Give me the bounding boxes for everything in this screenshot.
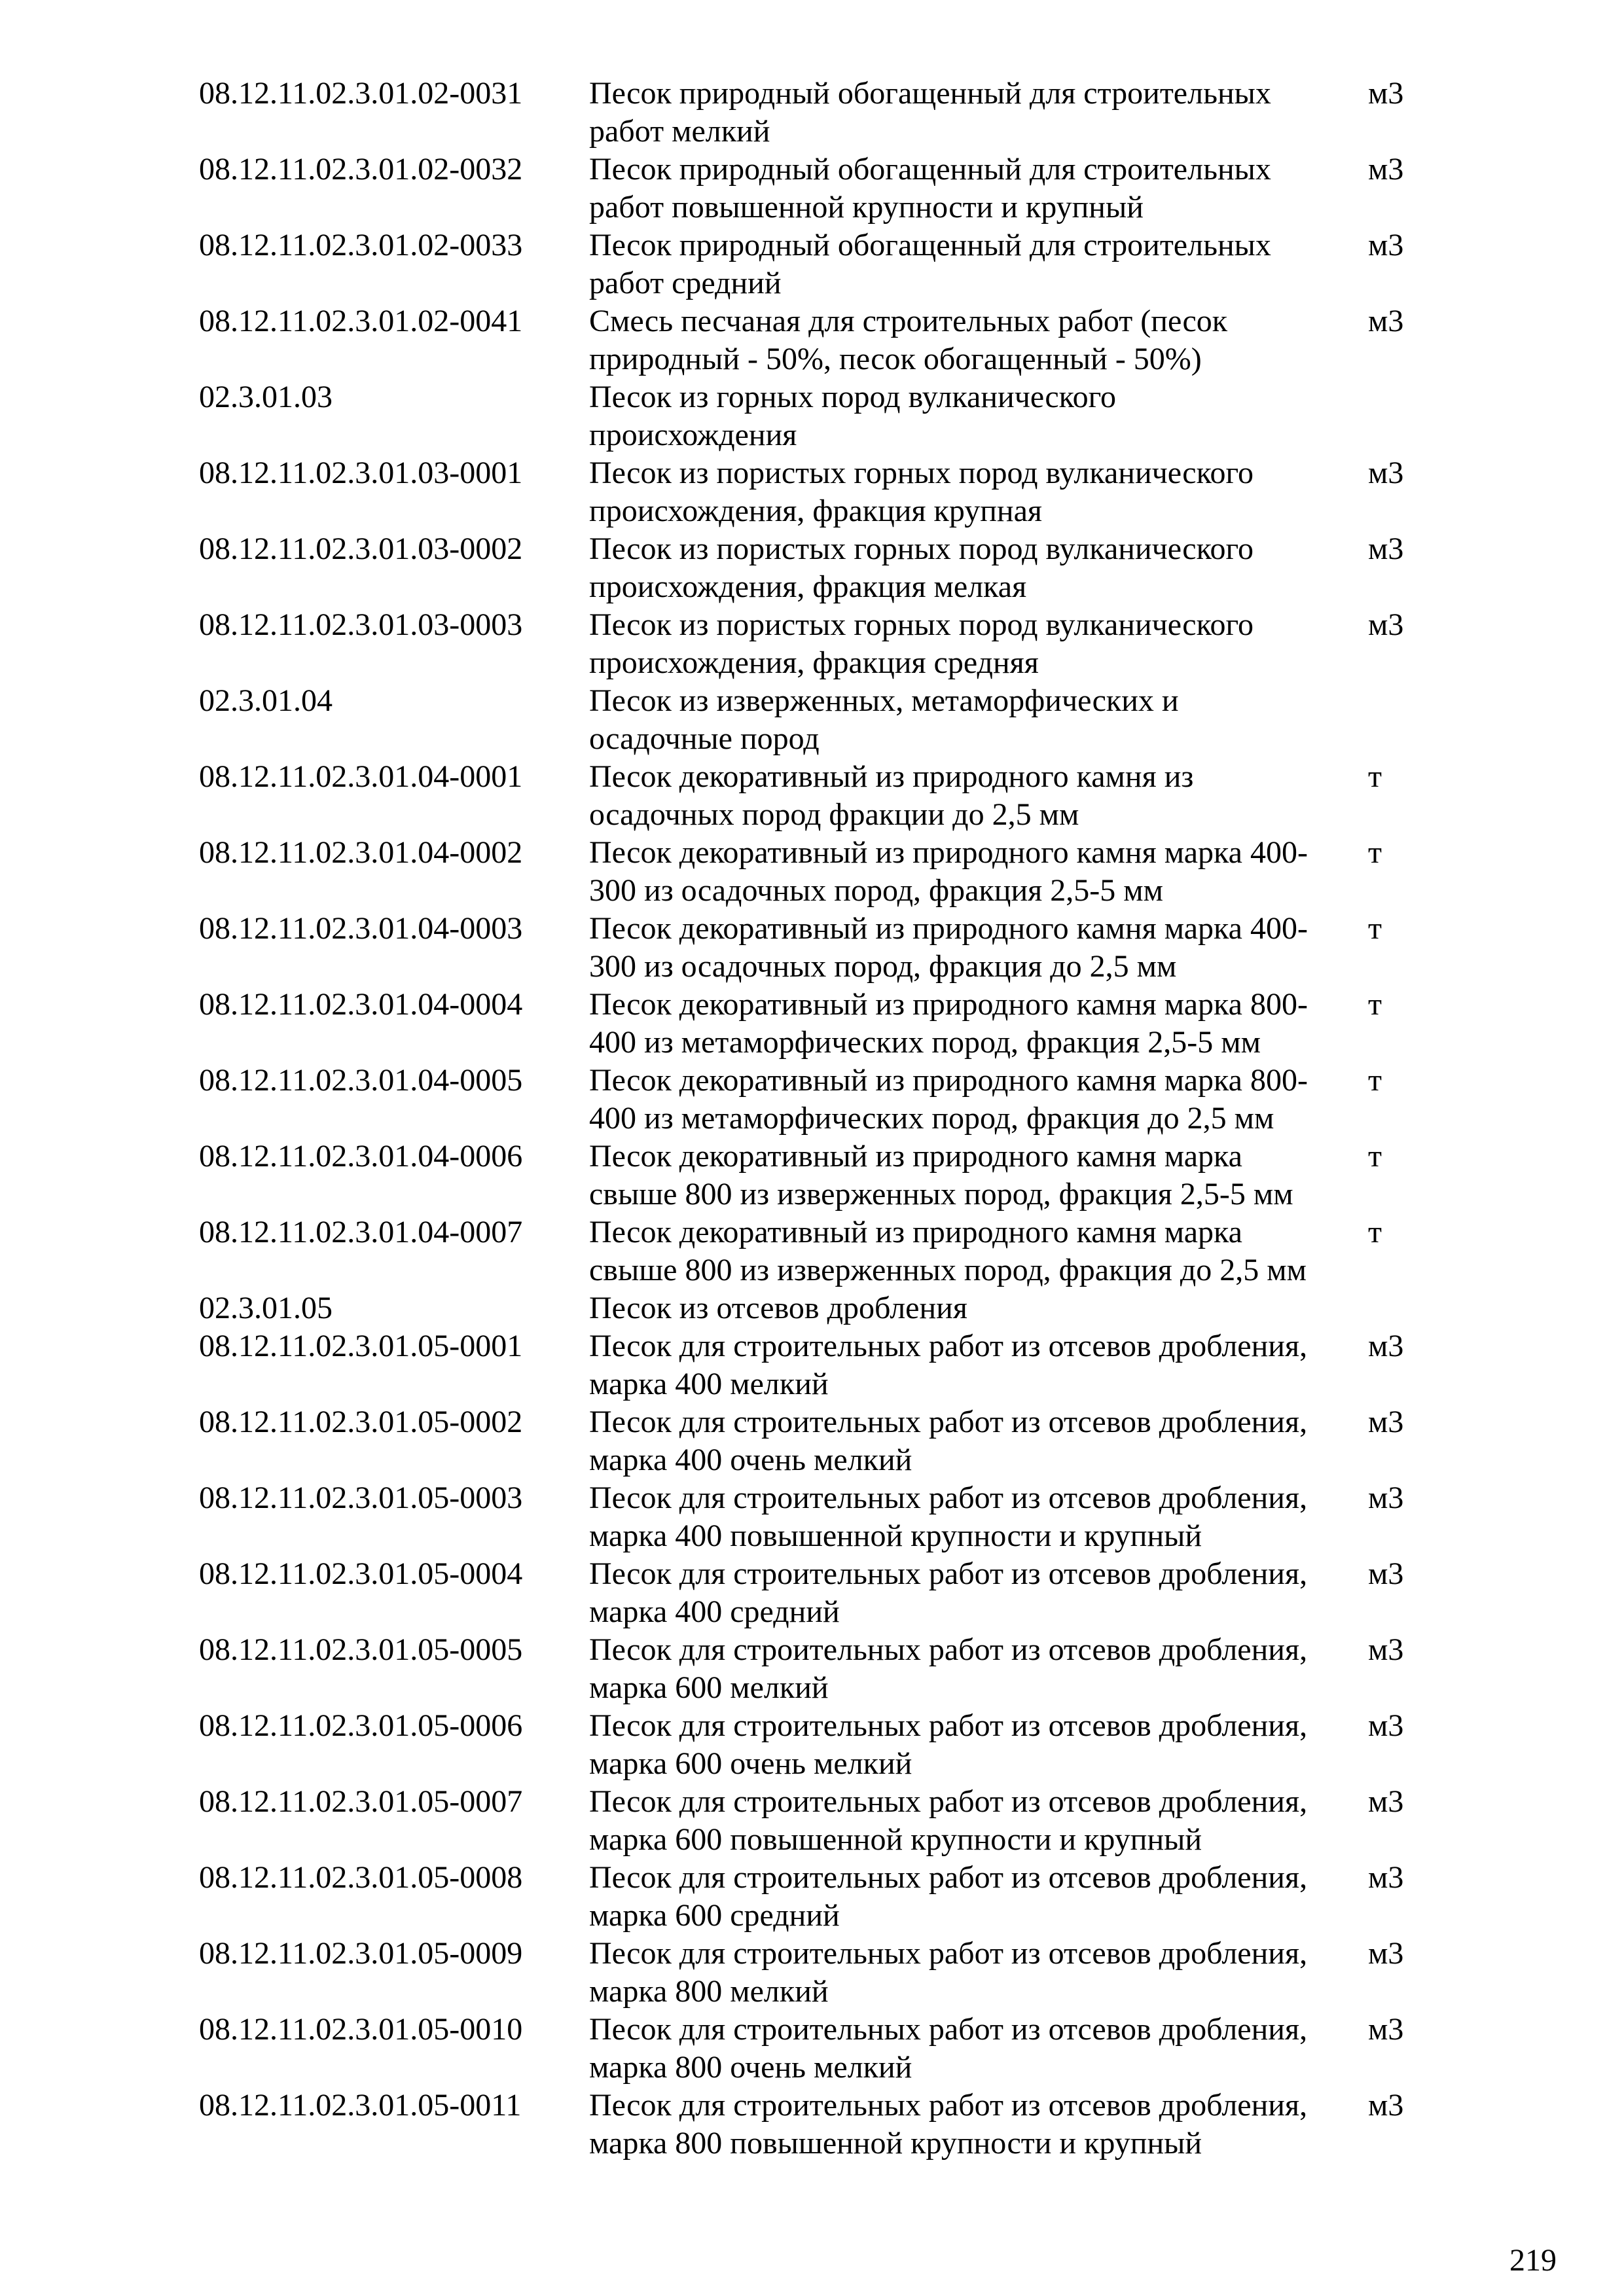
row-code: 08.12.11.02.3.01.04-0004	[199, 987, 523, 1022]
row-code: 08.12.11.02.3.01.05-0010	[199, 2012, 523, 2047]
row-name: Смесь песчаная для строительных работ (песок природный - 50%, песок обогащенный - 50%)	[589, 304, 1228, 376]
row-code: 08.12.11.02.3.01.05-0006	[199, 1708, 523, 1743]
classifier-table	[0, 75, 1624, 2162]
row-unit: т	[1368, 1215, 1382, 1249]
table-row	[0, 1062, 1624, 1138]
row-code: 08.12.11.02.3.01.05-0007	[199, 1784, 523, 1819]
table-row	[0, 1289, 1624, 1327]
row-unit: м3	[1368, 2012, 1404, 2047]
table-row	[0, 834, 1624, 910]
row-name: Песок для строительных работ из отсевов дробления, марка 600 мелкий	[589, 1632, 1308, 1705]
row-unit: м3	[1368, 1784, 1404, 1819]
table-row	[0, 758, 1624, 834]
table-row	[0, 1707, 1624, 1783]
row-code: 08.12.11.02.3.01.04-0007	[199, 1215, 523, 1249]
row-code: 08.12.11.02.3.01.03-0002	[199, 531, 523, 566]
row-code: 08.12.11.02.3.01.04-0002	[199, 835, 523, 870]
row-name: Песок для строительных работ из отсевов дробления, марка 800 очень мелкий	[589, 2012, 1308, 2085]
row-unit: т	[1368, 911, 1382, 946]
table-row	[0, 302, 1624, 378]
table-row	[0, 151, 1624, 226]
row-name: Песок из отсевов дробления	[589, 1291, 967, 1325]
row-code: 02.3.01.05	[199, 1291, 333, 1325]
row-name: Песок из изверженных, метаморфических и осадочные пород	[589, 683, 1179, 756]
row-name: Песок для строительных работ из отсевов дробления, марка 400 повышенной крупности и крупный	[589, 1480, 1308, 1553]
row-name: Песок для строительных работ из отсевов дробления, марка 600 повышенной крупности и крупный	[589, 1784, 1308, 1857]
row-code: 08.12.11.02.3.01.03-0003	[199, 607, 523, 642]
table-row	[0, 1859, 1624, 1935]
table-row	[0, 1555, 1624, 1631]
row-unit: т	[1368, 987, 1382, 1022]
table-row	[0, 1479, 1624, 1555]
row-code: 08.12.11.02.3.01.04-0006	[199, 1139, 523, 1174]
row-unit: т	[1368, 759, 1382, 794]
row-name: Песок для строительных работ из отсевов дробления, марка 600 средний	[589, 1860, 1308, 1933]
row-code: 08.12.11.02.3.01.05-0009	[199, 1936, 523, 1971]
row-code: 08.12.11.02.3.01.05-0005	[199, 1632, 523, 1667]
row-unit: м3	[1368, 152, 1404, 187]
row-name: Песок декоративный из природного камня марка 800- 400 из метаморфических пород, фракция 2,5-5 мм	[589, 987, 1308, 1060]
row-name: Песок из горных пород вулканического происхождения	[589, 380, 1117, 452]
table-row	[0, 454, 1624, 530]
row-unit: м3	[1368, 1632, 1404, 1667]
row-name: Песок для строительных работ из отсевов дробления, марка 800 повышенной крупности и крупный	[589, 2088, 1308, 2161]
row-code: 08.12.11.02.3.01.02-0041	[199, 304, 523, 338]
row-code: 08.12.11.02.3.01.05-0011	[199, 2088, 522, 2123]
row-code: 08.12.11.02.3.01.05-0001	[199, 1329, 523, 1363]
row-name: Песок декоративный из природного камня марка свыше 800 из изверженных пород, фракция до 2,5 мм	[589, 1215, 1307, 1287]
row-name: Песок декоративный из природного камня из осадочных пород фракции до 2,5 мм	[589, 759, 1194, 832]
row-name: Песок из пористых горных пород вулканического происхождения, фракция крупная	[589, 456, 1254, 528]
row-unit: т	[1368, 835, 1382, 870]
row-name: Песок природный обогащенный для строительных работ мелкий	[589, 76, 1271, 149]
row-name: Песок для строительных работ из отсевов дробления, марка 600 очень мелкий	[589, 1708, 1308, 1781]
row-code: 08.12.11.02.3.01.05-0004	[199, 1556, 523, 1591]
table-row	[0, 2011, 1624, 2087]
table-row	[0, 1783, 1624, 1859]
row-code: 08.12.11.02.3.01.04-0005	[199, 1063, 523, 1098]
row-unit: м3	[1368, 1936, 1404, 1971]
row-name: Песок для строительных работ из отсевов дробления, марка 400 мелкий	[589, 1329, 1308, 1401]
row-unit: м3	[1368, 1708, 1404, 1743]
table-row	[0, 378, 1624, 454]
row-name: Песок природный обогащенный для строительных работ средний	[589, 228, 1271, 300]
row-unit: м3	[1368, 228, 1404, 262]
row-code: 08.12.11.02.3.01.02-0031	[199, 76, 523, 111]
row-code: 08.12.11.02.3.01.02-0032	[199, 152, 523, 187]
row-unit: м3	[1368, 2088, 1404, 2123]
row-name: Песок для строительных работ из отсевов дробления, марка 400 средний	[589, 1556, 1308, 1629]
row-unit: м3	[1368, 304, 1404, 338]
row-name: Песок для строительных работ из отсевов дробления, марка 800 мелкий	[589, 1936, 1308, 2009]
row-code: 02.3.01.03	[199, 380, 333, 414]
row-unit: м3	[1368, 1405, 1404, 1439]
row-unit: т	[1368, 1063, 1382, 1098]
row-unit: т	[1368, 1139, 1382, 1174]
row-unit: м3	[1368, 1860, 1404, 1895]
table-row	[0, 1935, 1624, 2011]
row-code: 08.12.11.02.3.01.04-0001	[199, 759, 523, 794]
row-code: 08.12.11.02.3.01.04-0003	[199, 911, 523, 946]
row-unit: м3	[1368, 1480, 1404, 1515]
row-name: Песок для строительных работ из отсевов дробления, марка 400 очень мелкий	[589, 1405, 1308, 1477]
row-name: Песок из пористых горных пород вулканического происхождения, фракция средняя	[589, 607, 1254, 680]
row-code: 08.12.11.02.3.01.05-0003	[199, 1480, 523, 1515]
row-code: 08.12.11.02.3.01.02-0033	[199, 228, 523, 262]
table-row	[0, 1403, 1624, 1479]
table-row	[0, 1213, 1624, 1289]
row-unit: м3	[1368, 607, 1404, 642]
row-name: Песок декоративный из природного камня марка свыше 800 из изверженных пород, фракция 2,5-5 мм	[589, 1139, 1293, 1211]
table-row	[0, 986, 1624, 1062]
row-unit: м3	[1368, 76, 1404, 111]
row-code: 02.3.01.04	[199, 683, 333, 718]
table-row	[0, 2087, 1624, 2162]
table-row	[0, 226, 1624, 302]
row-unit: м3	[1368, 1329, 1404, 1363]
table-row	[0, 1327, 1624, 1403]
table-row	[0, 530, 1624, 606]
table-row	[0, 1631, 1624, 1707]
row-name: Песок из пористых горных пород вулканического происхождения, фракция мелкая	[589, 531, 1254, 604]
row-unit: м3	[1368, 1556, 1404, 1591]
row-name: Песок природный обогащенный для строительных работ повышенной крупности и крупный	[589, 152, 1271, 224]
row-unit: м3	[1368, 456, 1404, 490]
row-name: Песок декоративный из природного камня марка 400- 300 из осадочных пород, фракция до 2,5 мм	[589, 911, 1308, 984]
table-row	[0, 1138, 1624, 1213]
row-code: 08.12.11.02.3.01.03-0001	[199, 456, 523, 490]
row-name: Песок декоративный из природного камня марка 400- 300 из осадочных пород, фракция 2,5-5 мм	[589, 835, 1308, 908]
row-name: Песок декоративный из природного камня марка 800- 400 из метаморфических пород, фракция до 2,5 мм	[589, 1063, 1308, 1136]
table-row	[0, 75, 1624, 151]
table-row	[0, 606, 1624, 682]
row-code: 08.12.11.02.3.01.05-0002	[199, 1405, 523, 1439]
row-code: 08.12.11.02.3.01.05-0008	[199, 1860, 523, 1895]
table-row	[0, 682, 1624, 758]
page-number: 219	[1509, 2243, 1557, 2278]
table-row	[0, 910, 1624, 986]
row-unit: м3	[1368, 531, 1404, 566]
